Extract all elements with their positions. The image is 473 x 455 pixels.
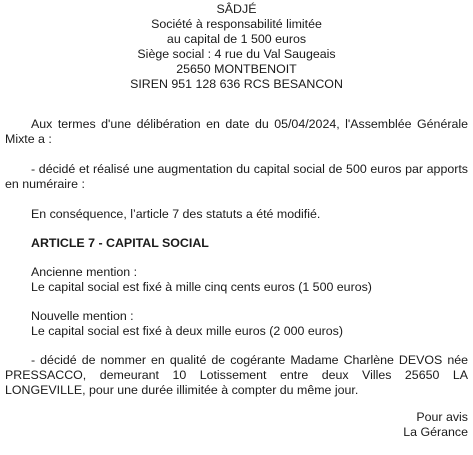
decision-capital-increase: - décidé et réalisé une augmentation du capital social de 500 euros par apports en numéraire : — [5, 162, 468, 191]
company-header — [0, 2, 473, 92]
company-capital: au capital de 1 500 euros — [166, 32, 307, 46]
signature-for-notice: Pour avis — [416, 410, 468, 424]
article-title: ARTICLE 7 - CAPITAL SOCIAL — [31, 236, 209, 250]
new-mention-text: Le capital social est fixé à deux mille euros (2 000 euros) — [31, 324, 343, 338]
company-legal-form: Société à responsabilité limitée — [151, 17, 322, 31]
new-mention-label: Nouvelle mention : — [31, 309, 134, 323]
signature-block — [403, 410, 468, 440]
company-name: SÂDJÉ — [216, 2, 257, 16]
decision-co-manager: - décidé de nommer en qualité de cogérante Madame Charlène DEVOS née PRESSACCO, demeurant 10 Lotissement entre deux Villes 25650 LA LONGEVILLE, pour une durée illimitée à compter du même jour. — [5, 353, 468, 397]
signature-management: La Gérance — [403, 425, 468, 439]
company-siren: SIREN 951 128 636 RCS BESANCON — [130, 77, 343, 91]
old-mention-label: Ancienne mention : — [31, 265, 138, 279]
old-mention-text: Le capital social est fixé à mille cinq cents euros (1 500 euros) — [31, 280, 372, 294]
intro-paragraph: Aux termes d'une délibération en date du 05/04/2024, l'Assemblée Générale Mixte a : — [5, 117, 468, 146]
company-address: Siège social : 4 rue du Val Saugeais — [137, 47, 336, 61]
consequence-paragraph: En conséquence, l’article 7 des statuts a été modifié. — [31, 207, 321, 221]
company-city: 25650 MONTBENOIT — [176, 62, 297, 76]
